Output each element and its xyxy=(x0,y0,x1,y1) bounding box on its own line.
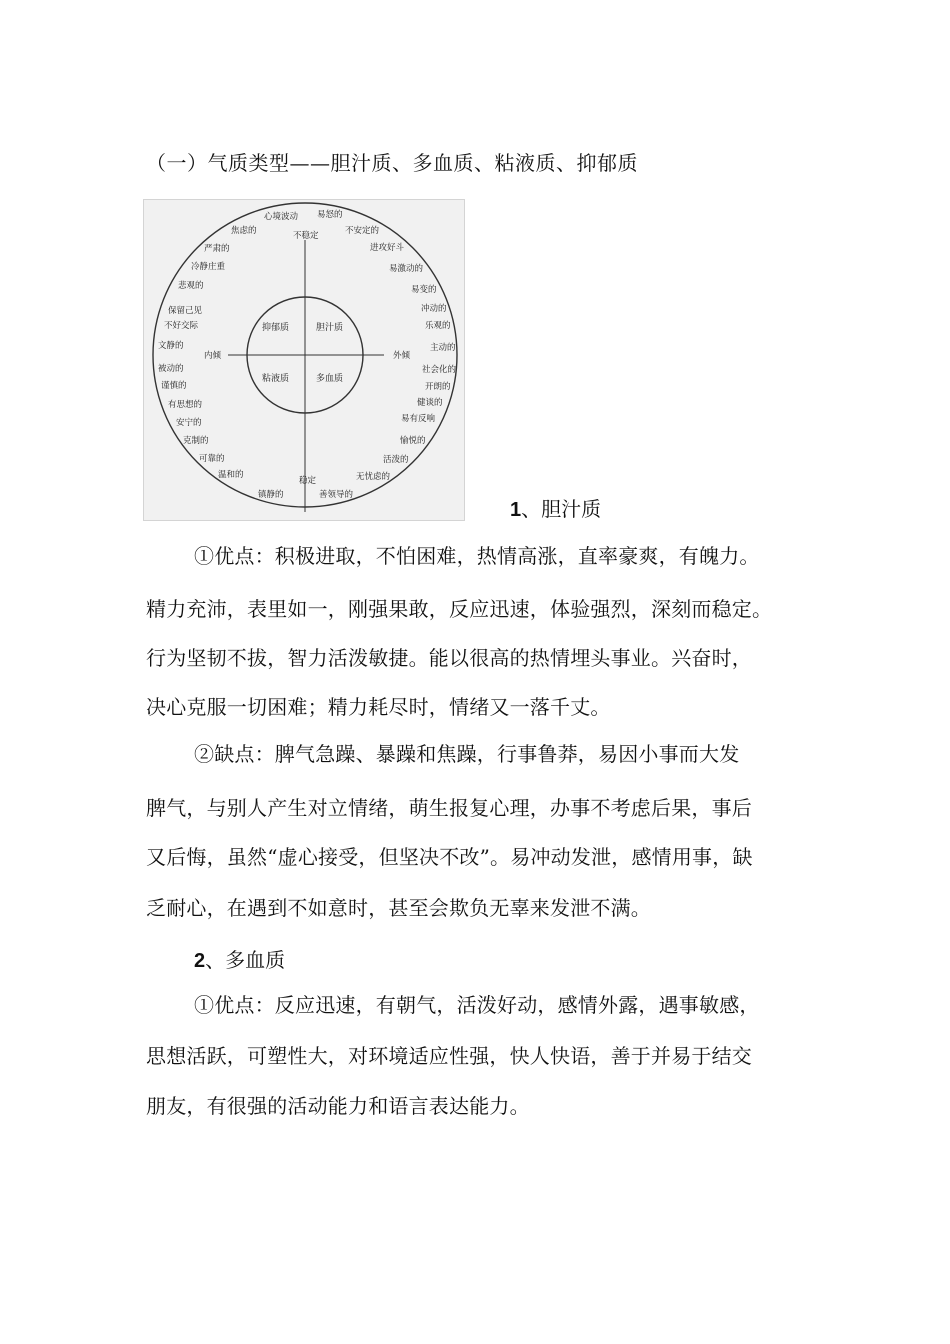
diagram-label: 易怒的 xyxy=(317,210,343,220)
diagram-label: 心境波动 xyxy=(264,212,299,222)
diagram-label: 开朗的 xyxy=(425,382,451,392)
temperament-diagram-svg xyxy=(144,200,464,520)
diagram-label: 克制的 xyxy=(183,436,209,446)
axis-label-extrovert: 外倾 xyxy=(393,351,411,361)
diagram-label: 不安定的 xyxy=(345,226,380,236)
axis-label-stable: 稳定 xyxy=(299,476,317,486)
diagram-label: 文静的 xyxy=(158,341,184,351)
diagram-label: 愉悦的 xyxy=(400,436,426,446)
diagram-label: 安宁的 xyxy=(176,418,202,428)
axis-label-unstable: 不稳定 xyxy=(293,231,319,241)
diagram-label: 可靠的 xyxy=(199,454,225,464)
diagram-label: 被动的 xyxy=(158,364,184,374)
diagram-label: 镇静的 xyxy=(258,490,284,500)
section-heading: （一）气质类型——胆汁质、多血质、粘液质、抑郁质 xyxy=(146,151,638,175)
diagram-label: 冷静庄重 xyxy=(191,262,226,272)
diagram-label: 易激动的 xyxy=(389,264,424,274)
diagram-label: 易变的 xyxy=(411,285,437,295)
paragraph-line: ①优点：反应迅速，有朝气，活泼好动，感情外露，遇事敏感， xyxy=(194,993,760,1017)
diagram-label: 不好交际 xyxy=(164,321,199,331)
diagram-label: 活泼的 xyxy=(383,455,409,465)
subsection-title xyxy=(194,944,285,973)
diagram-label: 焦虑的 xyxy=(231,226,257,236)
diagram-label: 无忧虑的 xyxy=(356,472,391,482)
diagram-label: 保留己见 xyxy=(168,306,203,316)
subsection-name: 、胆汁质 xyxy=(521,497,602,521)
paragraph-line: 思想活跃，可塑性大，对环境适应性强，快人快语，善于并易于结交 xyxy=(146,1044,752,1068)
paragraph-line: 精力充沛，表里如一，刚强果敢，反应迅速，体验强烈，深刻而稳定。 xyxy=(146,597,773,621)
diagram-label: 乐观的 xyxy=(425,321,451,331)
paragraph-line: 决心克服一切困难；精力耗尽时，情绪又一落千丈。 xyxy=(146,695,611,719)
paragraph-line: 乏耐心，在遇到不如意时，甚至会欺负无辜来发泄不满。 xyxy=(146,896,651,920)
quadrant-label-choleric: 胆汁质 xyxy=(316,323,344,333)
temperament-diagram xyxy=(143,199,465,521)
diagram-label: 进攻好斗 xyxy=(370,243,405,253)
paragraph-line: 脾气，与别人产生对立情绪，萌生报复心理，办事不考虑后果，事后 xyxy=(146,796,752,820)
diagram-label: 有思想的 xyxy=(168,400,203,410)
subsection-title xyxy=(510,493,601,522)
diagram-label: 悲观的 xyxy=(178,281,204,291)
paragraph-line: 朋友，有很强的活动能力和语言表达能力。 xyxy=(146,1094,530,1118)
paragraph-line: ②缺点：脾气急躁、暴躁和焦躁，行事鲁莽，易因小事而大发 xyxy=(194,742,740,766)
paragraph-line: ①优点：积极进取，不怕困难，热情高涨，直率豪爽，有魄力。 xyxy=(194,544,760,568)
diagram-label: 温和的 xyxy=(218,470,244,480)
quadrant-label-melancholic: 抑郁质 xyxy=(262,323,290,333)
diagram-label: 冲动的 xyxy=(421,304,447,314)
diagram-label: 社会化的 xyxy=(422,365,457,375)
subsection-name: 、多血质 xyxy=(205,948,286,972)
diagram-label: 谨慎的 xyxy=(161,381,187,391)
quadrant-label-phlegmatic: 粘液质 xyxy=(262,374,290,384)
diagram-label: 易有反响 xyxy=(401,414,436,424)
subsection-number: 2 xyxy=(194,950,206,972)
axis-label-introvert: 内倾 xyxy=(204,351,222,361)
diagram-label: 主动的 xyxy=(430,343,456,353)
diagram-label: 善领导的 xyxy=(319,490,354,500)
quadrant-label-sanguine: 多血质 xyxy=(316,374,344,384)
paragraph-line: 行为坚韧不拔，智力活泼敏捷。能以很高的热情埋头事业。兴奋时， xyxy=(146,646,752,670)
subsection-number: 1 xyxy=(510,499,522,521)
paragraph-line: 又后悔，虽然“虚心接受，但坚决不改”。易冲动发泄，感情用事，缺 xyxy=(146,845,753,869)
diagram-label: 健谈的 xyxy=(417,398,443,408)
diagram-label: 严肃的 xyxy=(204,244,230,254)
